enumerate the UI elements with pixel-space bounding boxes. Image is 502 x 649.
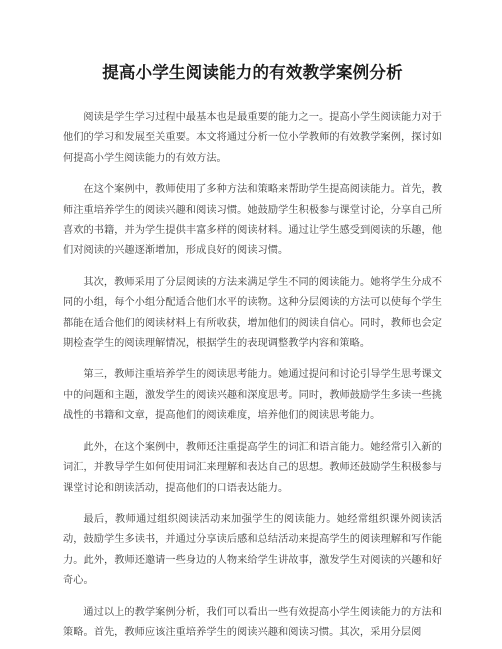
paragraph-6: 最后，教师通过组织阅读活动来加强学生的阅读能力。她经常组织课外阅读活动，鼓励学生多读书，并通过分享读后感和总结活动来提高学生的阅读理解和写作能力。此外，教师还邀请一些身边的人物来给学生讲故事，激发学生对阅读的兴趣和好奇心。	[63, 513, 442, 587]
paragraph-5: 此外，在这个案例中，教师还注重提高学生的词汇和语言能力。她经常引入新的词汇，并教导学生如何使用词汇来理解和表达自己的思想。教师还鼓励学生积极参与课堂讨论和朗读活动，提高他们的口语表达能力。	[63, 441, 442, 494]
paragraph-4: 第三，教师注重培养学生的阅读思考能力。她通过提问和讨论引导学生思考课文中的问题和主题，激发学生的阅读兴趣和深度思考。同时，教师鼓励学生多读一些挑战性的书籍和文章，提高他们的阅读难度，培养他们的阅读思考能力。	[63, 369, 442, 422]
paragraph-3: 其次，教师采用了分层阅读的方法来满足学生不同的阅读能力。她将学生分成不同的小组，每个小组分配适合他们水平的读物。这种分层阅读的方法可以使每个学生都能在适合他们的阅读材料上有所收获，增加他们的阅读自信心。同时，教师也会定期检查学生的阅读理解情况，根据学生的表现调整教学内容和策略。	[63, 276, 442, 350]
paragraph-7: 通过以上的教学案例分析，我们可以看出一些有效提高小学生阅读能力的方法和策略。首先，教师应该注重培养学生的阅读兴趣和阅读习惯。其次，采用分层阅	[63, 606, 442, 638]
paragraph-2: 在这个案例中，教师使用了多种方法和策略来帮助学生提高阅读能力。首先，教师注重培养学生的阅读兴趣和阅读习惯。她鼓励学生积极参与课堂讨论，分享自己所喜欢的书籍，并为学生提供丰富多样的阅读材料。通过让学生感受到阅读的乐趣，他们对阅读的兴趣逐渐增加，形成良好的阅读习惯。	[63, 184, 442, 257]
paragraph-1: 阅读是学生学习过程中最基本也是最重要的能力之一。提高小学生阅读能力对于他们的学习和发展至关重要。本文将通过分析一位小学教师的有效教学案例，探讨如何提高小学生阅读能力的有效方法。	[63, 112, 442, 164]
document-title: 提高小学生阅读能力的有效教学案例分析	[102, 63, 403, 82]
